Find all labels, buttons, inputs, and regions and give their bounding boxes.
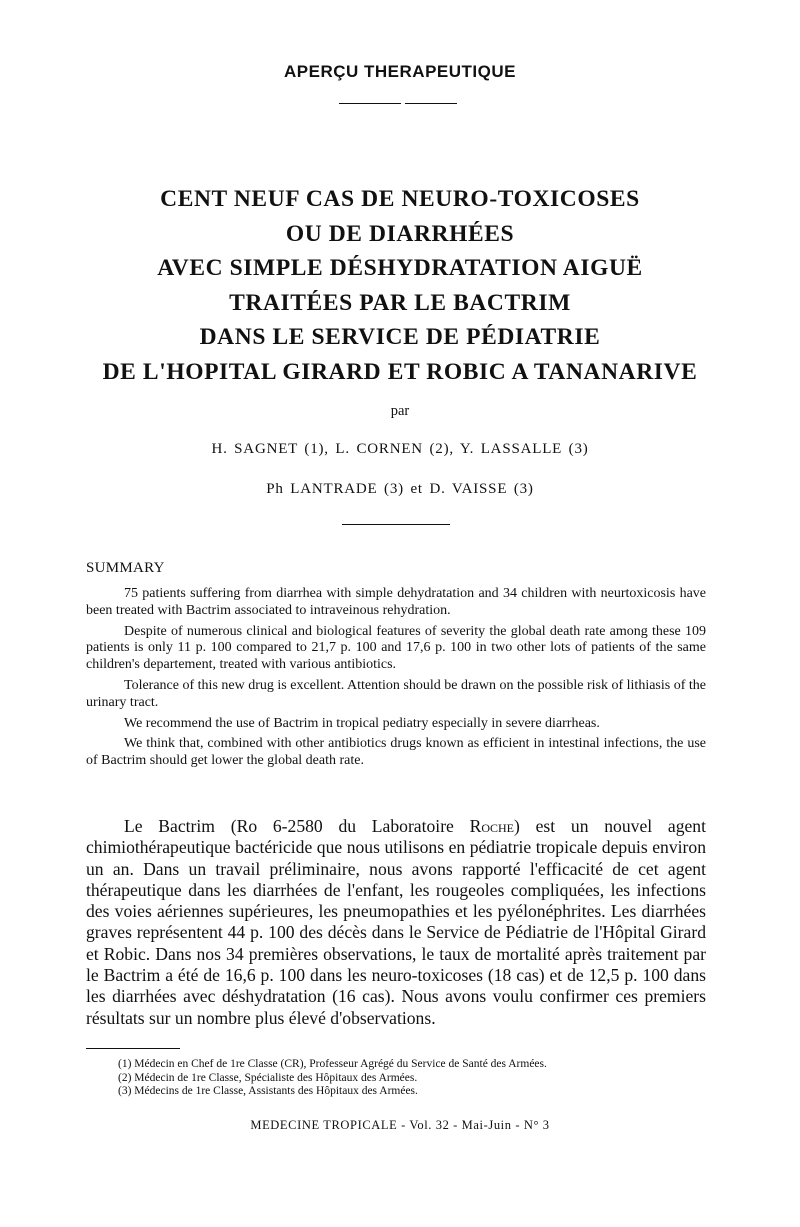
title-line: DE L'HOPITAL GIRARD ET ROBIC A TANANARIVE bbox=[102, 358, 698, 385]
title-line: TRAITÉES PAR LE BACTRIM bbox=[229, 289, 571, 316]
rubric-divider-right bbox=[405, 103, 457, 104]
journal-citation: MEDECINE TROPICALE - Vol. 32 - Mai-Juin - N° 3 bbox=[250, 1118, 550, 1132]
article-title bbox=[60, 182, 740, 389]
summary-paragraph: We think that, combined with other antibiotics drugs known as efficient in intestinal infections, the use of Bactrim should get lower the global death rate. bbox=[86, 736, 706, 769]
lab-name: Roche bbox=[469, 816, 515, 836]
rubric-divider bbox=[339, 103, 401, 104]
byline-par: par bbox=[390, 403, 410, 419]
summary-paragraph: 75 patients suffering from diarrhea with simple dehydratation and 34 children with neurtoxicosis have been treated with Bactrim associated to intraveinous rehydration. bbox=[86, 586, 706, 618]
authors-line-1: H. SAGNET (1), L. CORNEN (2), Y. LASSALLE (3) bbox=[211, 441, 589, 457]
footnote: (2) Médecin de 1re Classe, Spécialiste des Hôpitaux des Armées. bbox=[118, 1071, 418, 1084]
title-line: OU DE DIARRHÉES bbox=[285, 220, 515, 247]
footnote: (1) Médecin en Chef de 1re Classe (CR), Professeur Agrégé du Service de Santé des Armées. bbox=[118, 1058, 547, 1070]
body-rest: ) est un nouvel agent chimiothérapeutique bactéricide que nous utilisons en pédiatrie tropicale depuis environ un an. Dans un travail préliminaire, nous avons rapporté l'efficacité de cet agent thérapeutique dans les diarrhées de l'enfant, les rougeoles compliquées, les infections des voies aériennes supérieures, les pneumopathies et les pyélonéphrites. Les diarrhées graves représentent 44 p. 100 des décès dans le Service de Pédiatrie de l'Hôpital Girard et Robic. Dans nos 34 premières observations, le taux de mortalité après traitement par le Bactrim a été de 16,6 p. 100 dans les neuro-toxicoses (18 cas) et de 12,5 p. 100 dans les diarrhées avec déshydratation (16 cas). Nous avons voulu confirmer ces premiers résultats sur un nombre plus élevé d'observations. bbox=[86, 816, 706, 1028]
footnote: (3) Médecins de 1re Classe, Assistants des Hôpitaux des Armées. bbox=[118, 1085, 418, 1098]
body-text bbox=[86, 816, 706, 1029]
summary-heading: SUMMARY bbox=[86, 560, 165, 576]
summary-paragraph: Despite of numerous clinical and biological features of severity the global death rate among these 109 patients is only 11 p. 100 compared to 21,7 p. 100 and 17,6 p. 100 in two other lots of patients of the same children's departement, treated with various antibiotics. bbox=[86, 623, 706, 673]
title-line: CENT NEUF CAS DE NEURO-TOXICOSES bbox=[160, 186, 640, 212]
body-paragraph bbox=[86, 816, 706, 1029]
footnotes bbox=[118, 1058, 718, 1099]
title-line: DANS LE SERVICE DE PÉDIATRIE bbox=[199, 324, 601, 350]
footnote-divider bbox=[86, 1048, 180, 1049]
body-intro: Le Bactrim (Ro 6-2580 du Laboratoire bbox=[124, 816, 470, 836]
summary-paragraph: We recommend the use of Bactrim in tropical pediatry especially in severe diarrheas. bbox=[124, 715, 600, 731]
section-rubric: APERÇU THERAPEUTIQUE bbox=[284, 62, 516, 81]
summary-block bbox=[86, 586, 706, 774]
summary-paragraph: Tolerance of this new drug is excellent. Attention should be drawn on the possible risk of lithiasis of the urinary tract. bbox=[86, 677, 706, 710]
byline-divider bbox=[342, 524, 450, 525]
authors-line-2: Ph LANTRADE (3) et D. VAISSE (3) bbox=[266, 481, 534, 497]
title-line: AVEC SIMPLE DÉSHYDRATATION AIGUË bbox=[157, 255, 643, 281]
